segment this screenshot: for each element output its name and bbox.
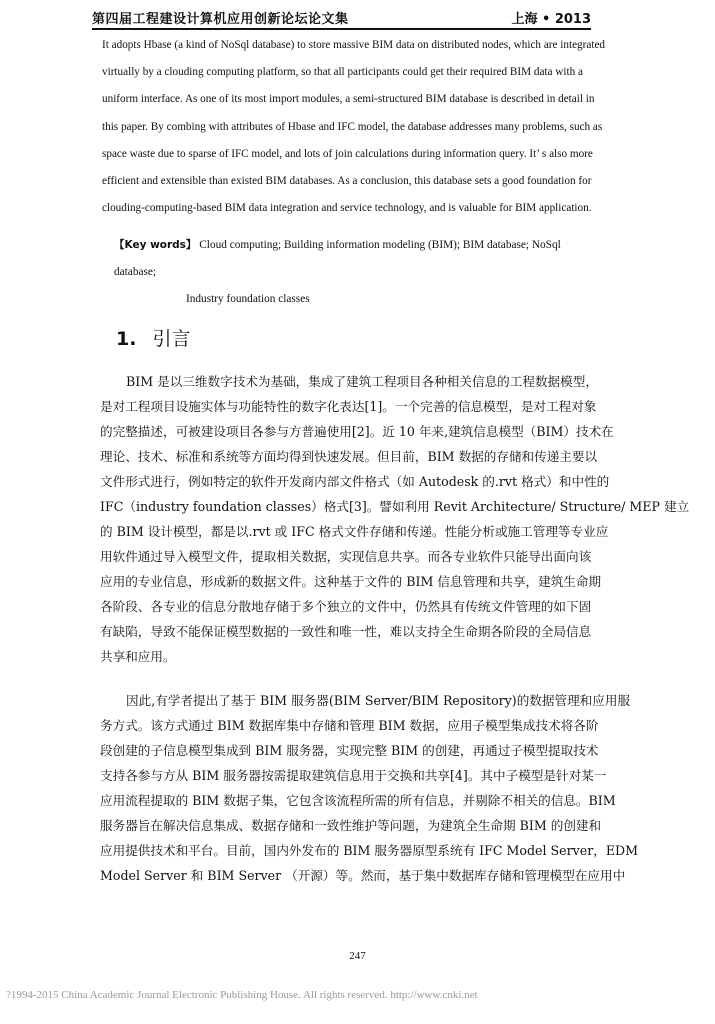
running-header [92,6,591,30]
keywords-block [114,232,594,313]
header-location-year: 上海 • 2013 [511,12,591,27]
paragraph-line: 务方式。该方式通过 BIM 数据库集中存储和管理 BIM 数据，应用子模型集成技术将各阶 [100,718,599,733]
paragraph-line: 理论、技术、标准和系统等方面均得到快速发展。但目前，BIM 数据的存储和传递主要以 [100,449,598,464]
paragraph-line: Model Server 和 BIM Server （开源）等。然而，基于集中数据库存储和管理模型在应用中 [100,868,626,883]
abstract-line: uniform interface. As one of its most import modules, a semi-structured BIM database is described in detail in [102,93,595,106]
keywords-line-1: Cloud computing; Building information modeling (BIM); BIM database; NoSql database; [114,239,561,278]
cnki-watermark: ?1994-2015 China Academic Journal Electronic Publishing House. All rights reserved. http://www.cnki.net [6,989,478,1001]
paragraph-line: 服务器旨在解决信息集成、数据存储和一致性维护等问题，为建筑全生命期 BIM 的创建和 [100,818,602,833]
abstract-line: It adopts Hbase (a kind of NoSql database) to store massive BIM data on distributed nodes, which are integrated [102,39,606,51]
abstract-line: this paper. By combing with attributes of Hbase and IFC model, the database addresses many problems, such as [102,120,603,133]
paragraph-line: 段创建的子信息模型集成到 BIM 服务器，实现完整 BIM 的创建，再通过子模型提取技术 [100,743,599,758]
paragraph-line: 是对工程项目设施实体与功能特性的数字化表达[1]。一个完善的信息模型，是对工程对象 [100,399,597,414]
section-heading [116,324,191,351]
paragraph-introduction-1 [100,369,690,669]
section-title-text: 引言 [152,328,191,350]
abstract-line: efficient and extensible than existed BIM databases. As a conclusion, this database sets a good foundation for [102,175,592,188]
paragraph-line: 的完整描述，可被建设项目各参与方普遍使用[2]。近 10 年来,建筑信息模型（BIM）技术在 [100,424,614,439]
paragraph-line: 应用的专业信息，形成新的数据文件。这种基于文件的 BIM 信息管理和共享，建筑生命期 [100,574,602,589]
paragraph-line: 因此,有学者提出了基于 BIM 服务器(BIM Server/BIM Repository)的数据管理和应用服 [126,693,631,708]
paragraph-line: 各阶段、各专业的信息分散地存储于多个独立的文件中，仍然具有传统文件管理的如下固 [100,599,592,614]
paragraph-line: 有缺陷，导致不能保证模型数据的一致性和唯一性，难以支持全生命期各阶段的全局信息 [100,624,592,639]
paragraph-line: 的 BIM 设计模型，都是以.rvt 或 IFC 格式文件存储和传递。性能分析或施工管理等专业应 [100,524,609,539]
paragraph-line: 支持各参与方从 BIM 服务器按需提取建筑信息用于交换和共享[4]。其中子模型是针对某一 [100,768,607,783]
page-number: 247 [349,950,366,962]
keywords-line-2: Industry foundation classes [186,293,310,305]
paragraph-line: 文件形式进行，例如特定的软件开发商内部文件格式（如 Autodesk 的.rvt 格式）和中性的 [100,474,610,489]
abstract-line: virtually by a clouding computing platform, so that all participants could get their required BIM data with a [102,66,583,79]
header-proceedings-title: 第四届工程建设计算机应用创新论坛论文集 [92,12,349,27]
paragraph-line: BIM 是以三维数字技术为基础，集成了建筑工程项目各种相关信息的工程数据模型， [126,374,598,389]
paragraph-line: 共享和应用。 [100,649,176,664]
paragraph-line: 应用提供技术和平台。目前，国内外发布的 BIM 服务器原型系统有 IFC Model Server，EDM [100,843,639,858]
keywords-label: 【Key words】 [114,239,197,251]
paragraph-line: IFC（industry foundation classes）格式[3]。譬如利用 Revit Architecture/ Structure/ MEP 建立 [100,499,690,514]
abstract-english [102,32,606,222]
paragraph-line: 应用流程提取的 BIM 数据子集，它包含该流程所需的所有信息，并剔除不相关的信息。BIM [100,793,616,808]
paragraph-line: 用软件通过导入模型文件，提取相关数据，实现信息共享。而各专业软件只能导出面向该 [100,549,592,564]
paragraph-introduction-2 [100,688,639,888]
section-number: 1. [116,328,137,350]
abstract-line: clouding-computing-based BIM data integration and service technology, and is valuable for BIM application. [102,202,592,215]
abstract-line: space waste due to sparse of IFC model, and lots of join calculations during information query. It’ s also more [102,147,593,160]
